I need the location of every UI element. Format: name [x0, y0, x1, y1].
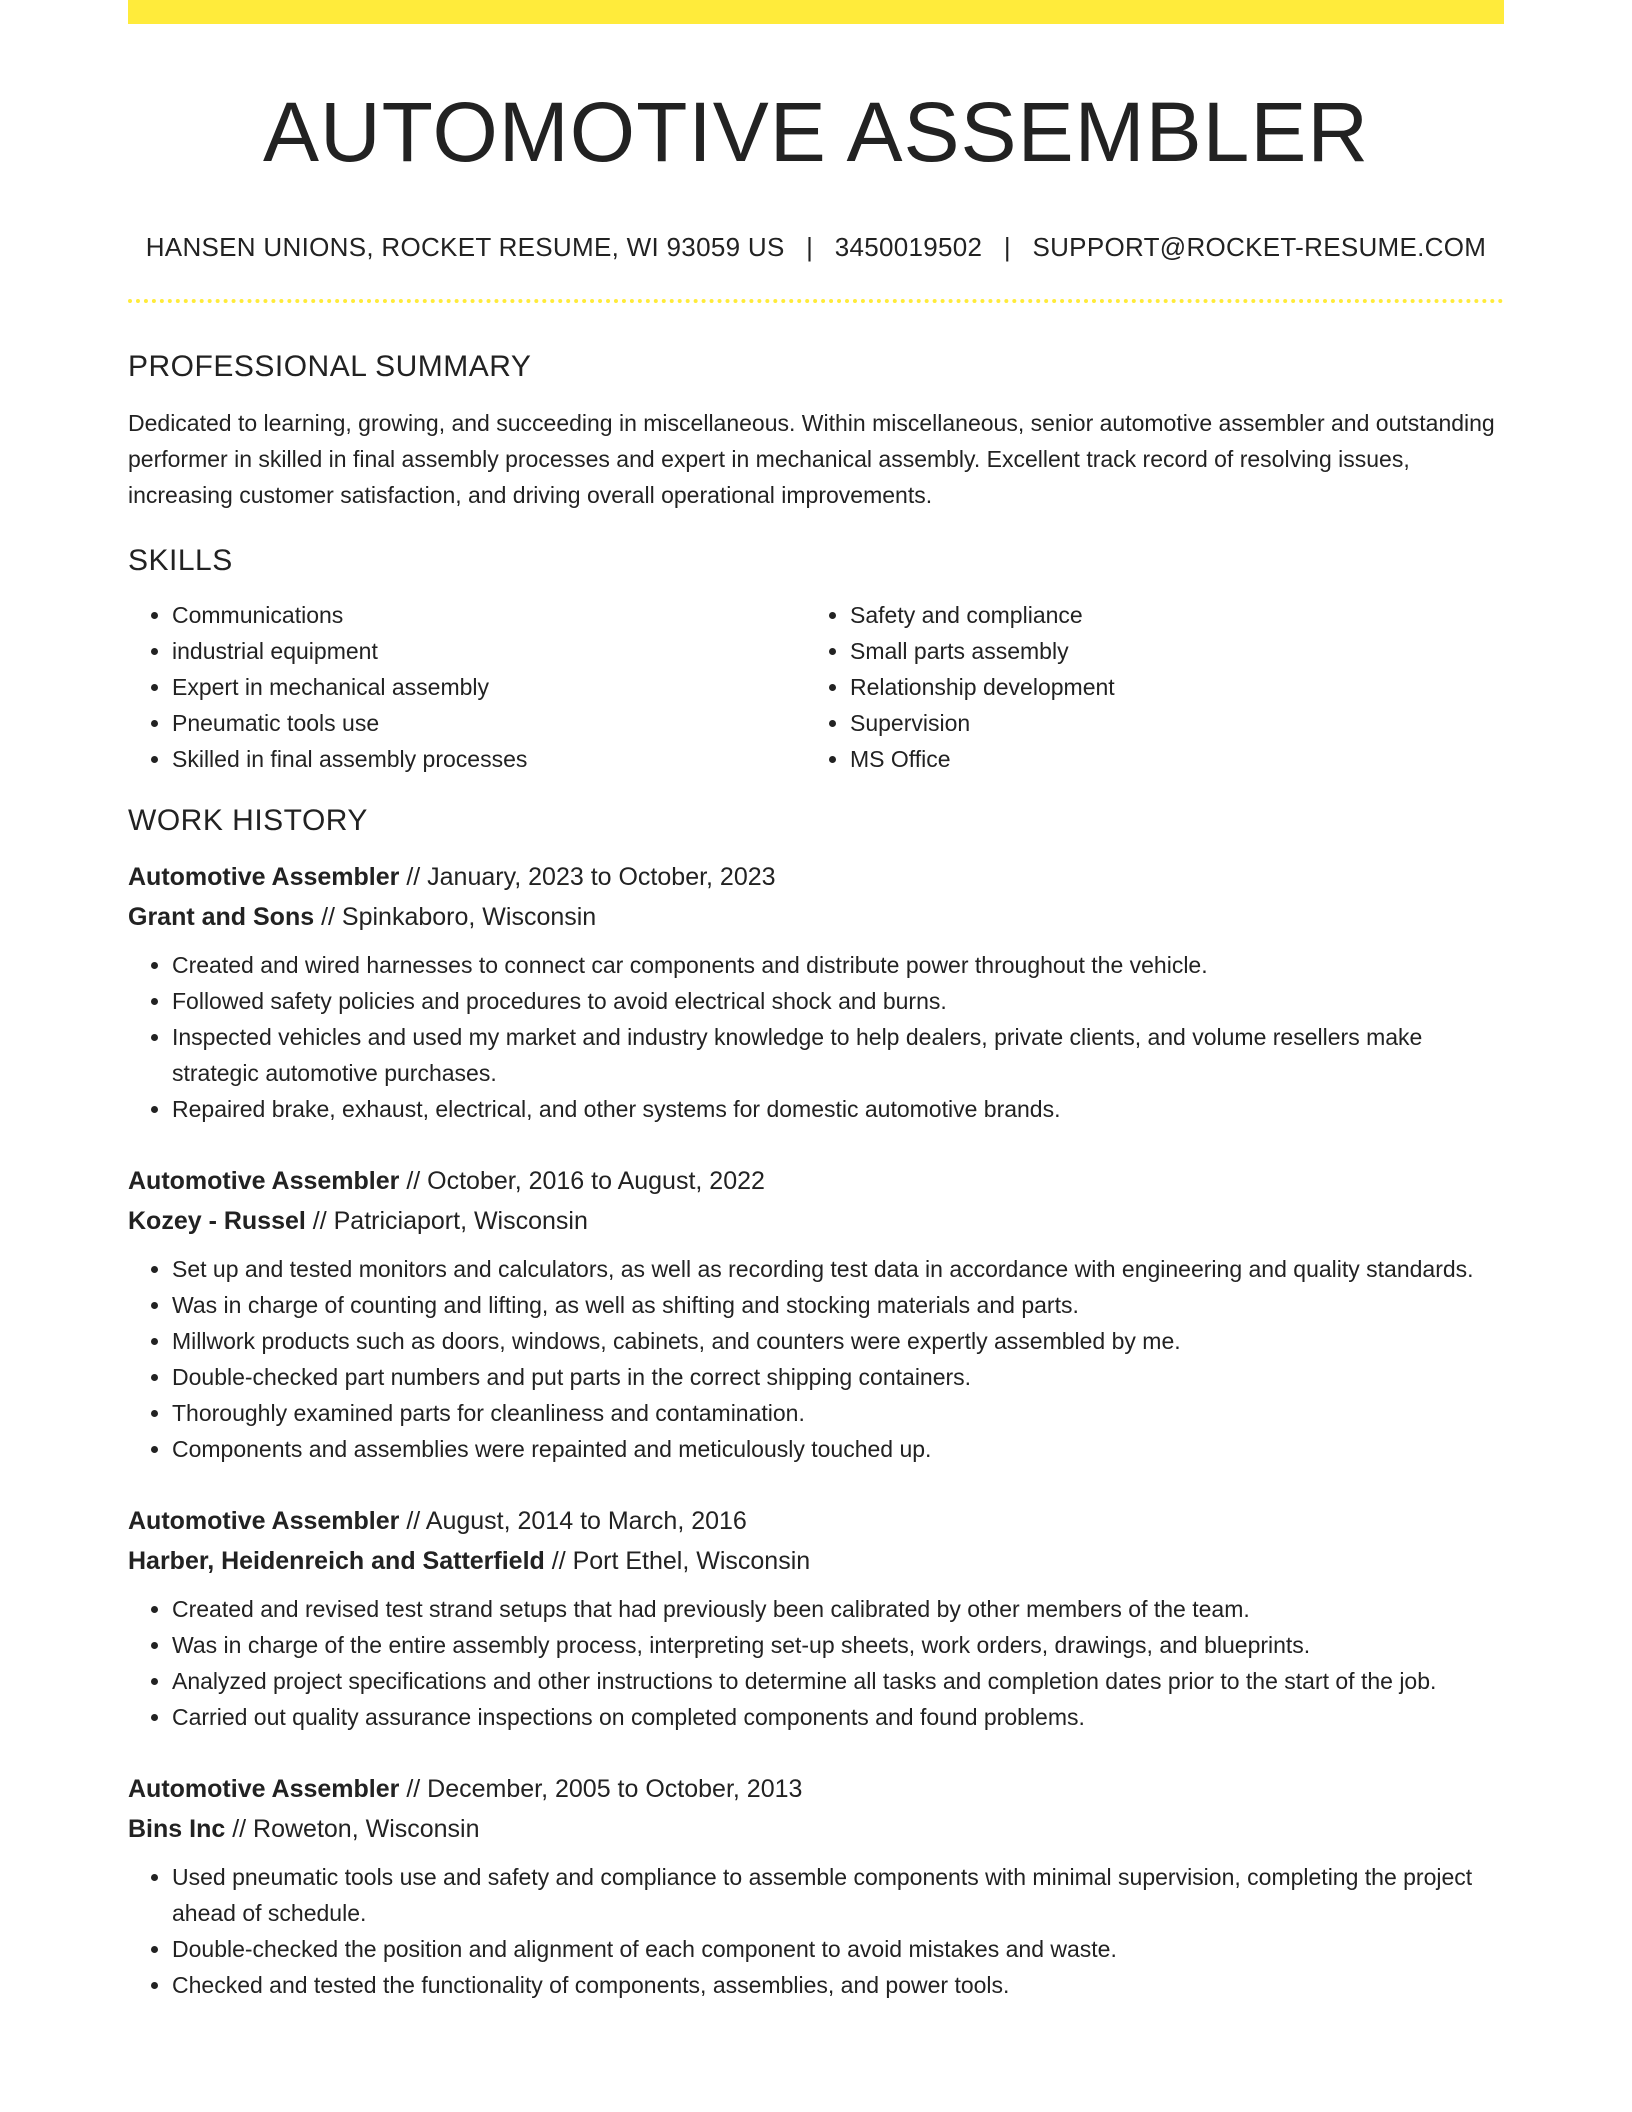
skill-item: • Pneumatic tools use — [172, 705, 806, 741]
skill-item: • Small parts assembly — [850, 633, 1484, 669]
job-bullet: • Was in charge of the entire assembly process, interpreting set-up sheets, work orders, drawings, and blueprints. — [172, 1627, 1504, 1663]
job-location: // Spinkaboro, Wisconsin — [314, 903, 597, 931]
job-location: // Roweton, Wisconsin — [225, 1815, 480, 1843]
job-location: // Port Ethel, Wisconsin — [544, 1547, 811, 1575]
job-bullet: • Carried out quality assurance inspections on completed components and found problems. — [172, 1699, 1504, 1735]
contact-line — [128, 230, 1504, 264]
job-entry — [128, 1769, 1504, 2003]
job-entry — [128, 857, 1504, 1127]
job-bullets — [128, 1859, 1504, 2003]
accent-top-bar — [128, 0, 1504, 24]
contact-email: SUPPORT@ROCKET-RESUME.COM — [1032, 232, 1487, 262]
skills-columns — [128, 597, 1504, 777]
skill-item: • Relationship development — [850, 669, 1484, 705]
contact-phone: 3450019502 — [834, 232, 983, 262]
job-role-line — [128, 1161, 1504, 1201]
job-company-line — [128, 1809, 1504, 1849]
summary-text: Dedicated to learning, growing, and succeeding in miscellaneous. Within miscellaneous, senior automotive assembler and outstanding performer in skilled in final assembly processes and expert in mechanical assembly. Excellent track record of resolving issues, increasing customer satisfaction, and driving overall operational improvements. — [128, 410, 1495, 508]
job-entry — [128, 1161, 1504, 1467]
skill-item: • Communications — [172, 597, 806, 633]
job-company: Bins Inc — [128, 1815, 226, 1843]
job-role-line — [128, 1501, 1504, 1541]
resume-page — [128, 0, 1504, 2003]
contact-address: HANSEN UNIONS, ROCKET RESUME, WI 93059 US — [145, 232, 785, 262]
job-bullets — [128, 1591, 1504, 1735]
section-title-skills: SKILLS — [128, 544, 233, 577]
job-role-line — [128, 1769, 1504, 1809]
resume-name: AUTOMOTIVE ASSEMBLER — [262, 85, 1370, 179]
job-bullet: • Components and assemblies were repainted and meticulously touched up. — [172, 1431, 1504, 1467]
job-bullet: • Inspected vehicles and used my market and industry knowledge to help dealers, private clients, and volume resellers make strategic automotive purchases. — [172, 1019, 1504, 1091]
job-bullet: • Created and wired harnesses to connect car components and distribute power throughout the vehicle. — [172, 947, 1504, 983]
job-bullet: • Thoroughly examined parts for cleanliness and contamination. — [172, 1395, 1504, 1431]
skill-item: • Safety and compliance — [850, 597, 1484, 633]
skill-item: • Skilled in final assembly processes — [172, 741, 806, 777]
job-role-line — [128, 857, 1504, 897]
dotted-divider — [128, 299, 1504, 303]
job-role: Automotive Assembler — [128, 1167, 400, 1195]
job-bullet: • Checked and tested the functionality of components, assemblies, and power tools. — [172, 1967, 1504, 2003]
job-location: // Patriciaport, Wisconsin — [305, 1207, 588, 1235]
skill-item: • industrial equipment — [172, 633, 806, 669]
job-company-line — [128, 1201, 1504, 1241]
job-role: Automotive Assembler — [128, 1775, 400, 1803]
section-title-summary: PROFESSIONAL SUMMARY — [128, 350, 532, 383]
job-dates: // August, 2014 to March, 2016 — [399, 1507, 747, 1535]
job-bullet: • Millwork products such as doors, windows, cabinets, and counters were expertly assembled by me. — [172, 1323, 1504, 1359]
skills-list-right — [806, 597, 1484, 777]
job-company-line — [128, 897, 1504, 937]
job-bullets — [128, 947, 1504, 1127]
job-bullet: • Double-checked part numbers and put parts in the correct shipping containers. — [172, 1359, 1504, 1395]
job-company-line — [128, 1541, 1504, 1581]
section-title-work-history: WORK HISTORY — [128, 804, 368, 837]
job-bullet: • Double-checked the position and alignment of each component to avoid mistakes and waste. — [172, 1931, 1504, 1967]
job-bullet: • Repaired brake, exhaust, electrical, and other systems for domestic automotive brands. — [172, 1091, 1504, 1127]
skill-item: • Supervision — [850, 705, 1484, 741]
contact-separator: | — [1003, 232, 1011, 262]
job-bullets — [128, 1251, 1504, 1467]
job-dates: // October, 2016 to August, 2022 — [399, 1167, 765, 1195]
job-bullet: • Used pneumatic tools use and safety and compliance to assemble components with minimal supervision, completing the project ahead of schedule. — [172, 1859, 1504, 1931]
job-bullet: • Was in charge of counting and lifting, as well as shifting and stocking materials and parts. — [172, 1287, 1504, 1323]
job-company: Kozey - Russel — [128, 1207, 306, 1235]
job-dates: // January, 2023 to October, 2023 — [399, 863, 776, 891]
contact-separator: | — [806, 232, 814, 262]
job-role: Automotive Assembler — [128, 863, 400, 891]
skills-list-left — [128, 597, 806, 777]
job-bullet: • Created and revised test strand setups that had previously been calibrated by other members of the team. — [172, 1591, 1504, 1627]
job-bullet: • Analyzed project specifications and other instructions to determine all tasks and completion dates prior to the start of the job. — [172, 1663, 1504, 1699]
job-company: Harber, Heidenreich and Satterfield — [128, 1547, 545, 1575]
job-bullet: • Set up and tested monitors and calculators, as well as recording test data in accordance with engineering and quality standards. — [172, 1251, 1504, 1287]
job-dates: // December, 2005 to October, 2013 — [399, 1775, 803, 1803]
skill-item: • MS Office — [850, 741, 1484, 777]
skill-item: • Expert in mechanical assembly — [172, 669, 806, 705]
job-role: Automotive Assembler — [128, 1507, 400, 1535]
job-bullet: • Followed safety policies and procedures to avoid electrical shock and burns. — [172, 983, 1504, 1019]
job-company: Grant and Sons — [128, 903, 315, 931]
job-entry — [128, 1501, 1504, 1735]
